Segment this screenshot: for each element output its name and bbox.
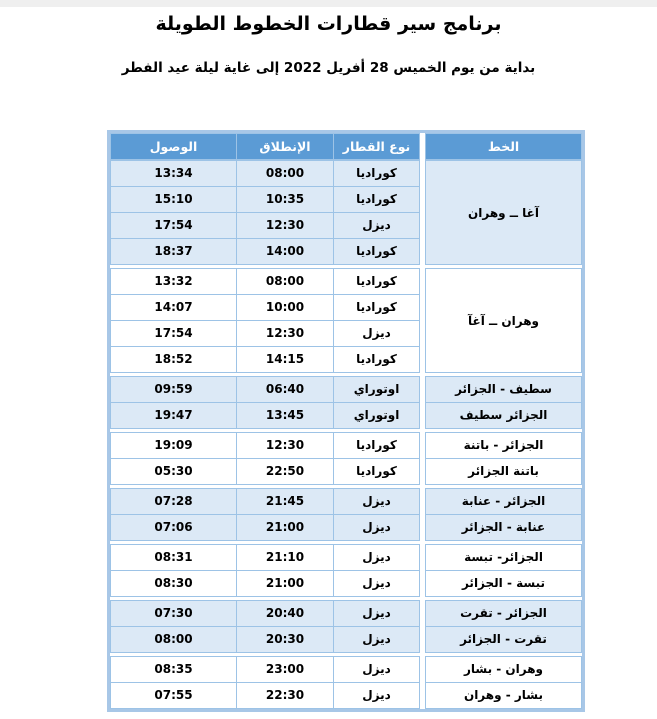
arrival-time-cell: 14:07 — [111, 295, 237, 320]
header-train-type: نوع القطار — [334, 134, 419, 159]
train-schedule-table — [107, 130, 585, 712]
arrival-time-cell: 09:59 — [111, 377, 237, 402]
line-cell: عنابة - الجزائر — [426, 514, 581, 539]
table-row — [111, 294, 419, 320]
table-row — [111, 570, 419, 596]
line-cell: آغا ــ وهران — [468, 205, 539, 220]
viewer-top-strip — [0, 0, 657, 7]
departure-time-cell: 14:00 — [237, 239, 334, 264]
train-type-cell: اوتوراي — [334, 377, 419, 402]
line-cell: الجزائر سطيف — [426, 402, 581, 427]
departure-time-cell: 21:00 — [237, 571, 334, 596]
times-block — [110, 268, 420, 373]
line-cell: تبسة - الجزائر — [426, 570, 581, 595]
line-column-block — [425, 376, 582, 429]
line-column-block — [425, 544, 582, 597]
arrival-time-cell: 07:28 — [111, 489, 237, 514]
times-block — [110, 656, 420, 709]
train-type-cell: كوراديا — [356, 274, 397, 288]
line-cell: الجزائر - باتنة — [463, 438, 544, 452]
route-group — [110, 600, 582, 653]
table-row — [111, 601, 419, 626]
line-cell: باتنة الجزائر — [426, 458, 581, 483]
arrival-time-cell: 08:35 — [111, 657, 237, 682]
departure-time-cell: 13:45 — [237, 403, 334, 428]
header-arrival: الوصول — [111, 134, 237, 159]
train-type-cell: ديزل — [362, 550, 391, 564]
train-type-cell: اوتوراي — [334, 403, 419, 428]
departure-time-cell: 08:00 — [237, 161, 334, 186]
train-type-cell: ديزل — [362, 688, 391, 702]
departure-time-cell: 10:00 — [237, 295, 334, 320]
header-line: الخط — [425, 133, 582, 160]
table-row — [111, 657, 419, 682]
arrival-time-cell: 07:06 — [111, 515, 237, 540]
departure-time-cell: 21:10 — [237, 545, 334, 570]
train-type-cell: ديزل — [362, 326, 391, 340]
departure-time-cell: 12:30 — [237, 213, 334, 238]
train-type-cell: كوراديا — [334, 239, 419, 264]
table-row — [111, 626, 419, 652]
departure-time-cell: 22:50 — [237, 459, 334, 484]
arrival-time-cell: 08:31 — [111, 545, 237, 570]
arrival-time-cell: 17:54 — [111, 213, 237, 238]
times-block — [110, 376, 420, 429]
arrival-time-cell: 08:30 — [111, 571, 237, 596]
times-block — [110, 600, 420, 653]
departure-time-cell: 08:00 — [237, 269, 334, 294]
departure-time-cell: 23:00 — [237, 657, 334, 682]
table-row — [111, 346, 419, 372]
line-column-block — [425, 160, 582, 265]
arrival-time-cell: 19:09 — [111, 433, 237, 458]
line-cell: الجزائر - تقرت — [460, 606, 547, 620]
train-type-cell: كوراديا — [356, 464, 397, 478]
route-group — [110, 488, 582, 541]
train-type-cell: كوراديا — [356, 352, 397, 366]
departure-time-cell: 20:40 — [237, 601, 334, 626]
table-header-row — [110, 133, 582, 160]
table-row — [111, 320, 419, 346]
arrival-time-cell: 19:47 — [111, 403, 237, 428]
header-departure: الإنطلاق — [237, 134, 334, 159]
arrival-time-cell: 18:52 — [111, 347, 237, 372]
times-block — [110, 160, 420, 265]
table-row — [111, 212, 419, 238]
line-cell: الجزائر - عنابة — [461, 494, 546, 508]
departure-time-cell: 06:40 — [237, 377, 334, 402]
train-type-cell: ديزل — [334, 627, 419, 652]
arrival-time-cell: 13:34 — [111, 161, 237, 186]
page-title: برنامج سير قطارات الخطوط الطويلة — [155, 13, 502, 35]
route-group — [110, 268, 582, 373]
train-type-cell: ديزل — [334, 213, 419, 238]
departure-time-cell: 21:00 — [237, 515, 334, 540]
route-group — [110, 160, 582, 265]
train-type-cell: ديزل — [334, 601, 419, 626]
times-block — [110, 544, 420, 597]
table-row — [111, 269, 419, 294]
route-group — [110, 656, 582, 709]
page-subtitle: بداية من يوم الخميس 28 أفريل 2022 إلى غاية ليلة عيد الفطر — [121, 60, 536, 76]
line-cell: وهران - بشار — [463, 662, 544, 676]
line-cell: الجزائر- تبسة — [464, 550, 543, 564]
line-column-block — [425, 656, 582, 709]
train-type-cell: ديزل — [362, 662, 391, 676]
arrival-time-cell: 05:30 — [111, 459, 237, 484]
train-type-cell: كوراديا — [356, 438, 397, 452]
arrival-time-cell: 07:55 — [111, 683, 237, 708]
table-row — [111, 433, 419, 458]
departure-time-cell: 12:30 — [237, 433, 334, 458]
train-type-cell: كوراديا — [334, 161, 419, 186]
arrival-time-cell: 18:37 — [111, 239, 237, 264]
line-cell: تقرت - الجزائر — [426, 626, 581, 651]
line-column-block — [425, 432, 582, 485]
line-cell: بشار - وهران — [426, 682, 581, 707]
times-block — [110, 432, 420, 485]
table-row — [111, 458, 419, 484]
departure-time-cell: 14:15 — [237, 347, 334, 372]
departure-time-cell: 12:30 — [237, 321, 334, 346]
table-row — [111, 238, 419, 264]
train-type-cell: كوراديا — [334, 187, 419, 212]
table-row — [111, 402, 419, 428]
route-group — [110, 432, 582, 485]
line-column-block — [425, 488, 582, 541]
line-column-block — [425, 268, 582, 373]
train-type-cell: كوراديا — [356, 300, 397, 314]
departure-time-cell: 22:30 — [237, 683, 334, 708]
train-type-cell: ديزل — [334, 489, 419, 514]
departure-time-cell: 21:45 — [237, 489, 334, 514]
arrival-time-cell: 17:54 — [111, 321, 237, 346]
departure-time-cell: 20:30 — [237, 627, 334, 652]
departure-time-cell: 10:35 — [237, 187, 334, 212]
arrival-time-cell: 07:30 — [111, 601, 237, 626]
arrival-time-cell: 15:10 — [111, 187, 237, 212]
table-row — [111, 545, 419, 570]
line-cell: سطيف - الجزائر — [455, 382, 552, 396]
table-row — [111, 514, 419, 540]
table-row — [111, 682, 419, 708]
table-row — [111, 161, 419, 186]
times-block — [110, 488, 420, 541]
line-cell: وهران ــ آغآ — [468, 313, 539, 328]
arrival-time-cell: 13:32 — [111, 269, 237, 294]
line-column-block — [425, 600, 582, 653]
arrival-time-cell: 08:00 — [111, 627, 237, 652]
route-group — [110, 376, 582, 429]
table-row — [111, 489, 419, 514]
table-row — [111, 186, 419, 212]
table-row — [111, 377, 419, 402]
route-group — [110, 544, 582, 597]
train-type-cell: ديزل — [362, 576, 391, 590]
train-type-cell: ديزل — [334, 515, 419, 540]
